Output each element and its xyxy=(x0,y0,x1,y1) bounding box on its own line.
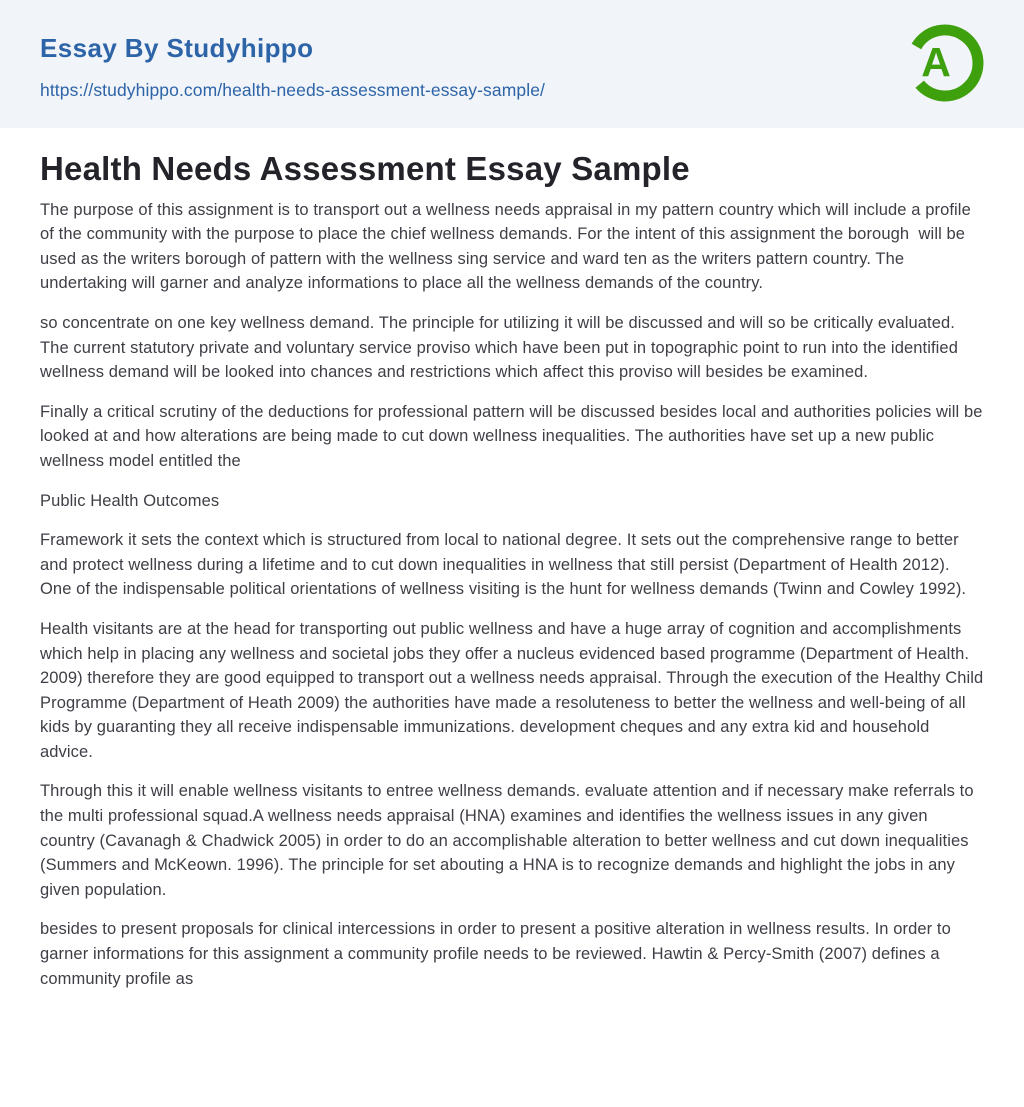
source-url-link[interactable]: https://studyhippo.com/health-needs-assessment-essay-sample/ xyxy=(40,79,545,100)
essay-paragraph-8: besides to present proposals for clinical intercessions in order to present a positive alteration in wellness results. In order to garner informations for this assignment a community profile needs to be reviewed. Hawtin & Percy-Smith (2007) defines a community profile as xyxy=(40,920,956,988)
essay-paragraph-1: The purpose of this assignment is to transport out a wellness needs appraisal in my pattern country which will include a profile of the community with the purpose to place the chief wellness demands. For the intent of this assignment the borough will be used as the writers borough of pattern with the wellness sing service and ward ten as the writers pattern country. The undertaking will garner and analyze informations to place all the wellness demands of the country. xyxy=(40,200,976,293)
essay-paragraph-3: Finally a critical scrutiny of the deductions for professional pattern will be discussed besides local and authorities policies will be looked at and how alterations are being made to cut down wellness inequalities. The authorities have set up a new public wellness model entitled the xyxy=(40,402,988,470)
essay-paragraph-4: Public Health Outcomes xyxy=(40,491,220,510)
essay-paragraph-6: Health visitants are at the head for transporting out public wellness and have a huge array of cognition and accomplishments which help in placing any wellness and societal jobs they offer a nucleus evidenced based programme (Department of Health. 2009) therefore they are good equipped to transport out a wellness needs appraisal. Through the execution of the Healthy Child Programme (Department of Heath 2009) the authorities have made a resoluteness to better the wellness and well-being of all kids by guaranting they all receive indispensable immunizations. development cheques and any extra kid and household advice. xyxy=(40,619,989,761)
essay-paragraph-7: Through this it will enable wellness visitants to entree wellness demands. evaluate attention and if necessary make referrals to the multi professional squad.A wellness needs appraisal (HNA) examines and identifies the wellness issues in any given country (Cavanagh & Chadwick 2005) in order to do an accomplishable alteration to better wellness and cut down inequalities (Summers and McKeown. 1996). The principle for set abouting a HNA is to recognize demands and highlight the jobs in any given population. xyxy=(40,782,979,899)
essay-content xyxy=(0,149,1024,1046)
logo-letter: A xyxy=(921,39,951,85)
essay-title: Health Needs Assessment Essay Sample xyxy=(40,150,690,187)
brand-title: Essay By Studyhippo xyxy=(40,33,314,64)
studyhippo-logo-icon xyxy=(906,24,984,102)
header-text-block xyxy=(40,33,545,100)
essay-paragraph-2: so concentrate on one key wellness demand. The principle for utilizing it will be discussed and will so be critically evaluated. The current statutory private and voluntary service proviso which have been put in topographic point to run into the identified wellness demand will be looked into chances and restrictions which affect this proviso will besides be examined. xyxy=(40,313,963,382)
page-header xyxy=(0,0,1024,128)
essay-paragraph-5: Framework it sets the context which is structured from local to national degree. It sets out the comprehensive range to better and protect wellness during a lifetime and to cut down inequalities in wellness that still persist (Department of Health 2012). One of the indispensable political orientations of wellness visiting is the hunt for wellness demands (Twinn and Cowley 1992). xyxy=(40,531,967,599)
